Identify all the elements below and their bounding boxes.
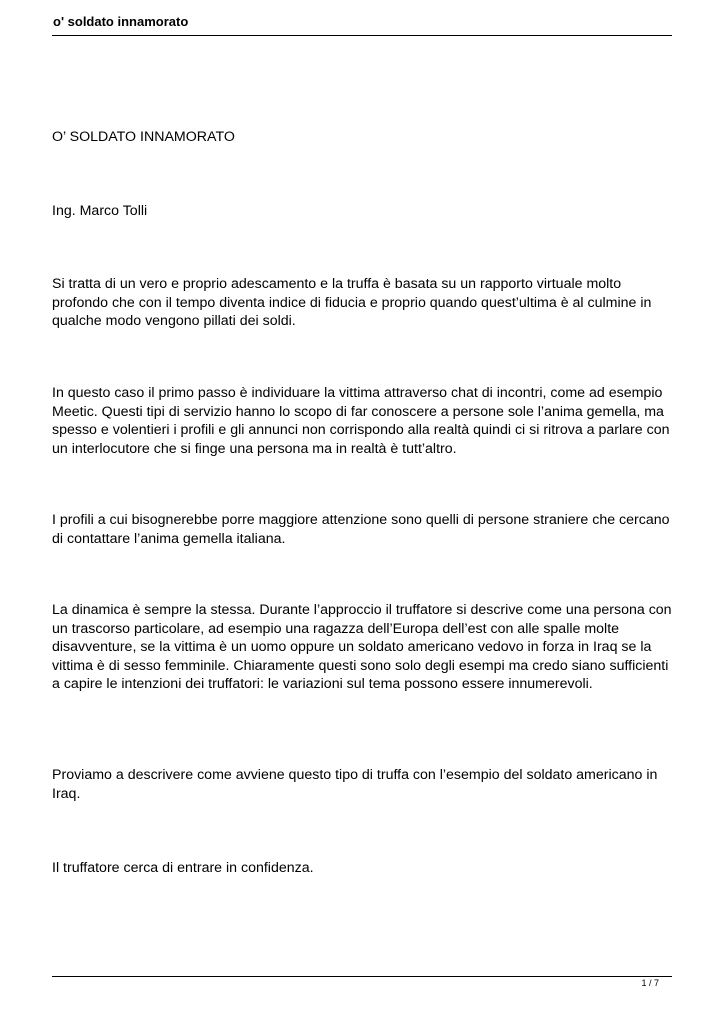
paragraph: Proviamo a descrivere come avviene questo tipo di truffa con l’esempio del soldato americano in Iraq. xyxy=(52,767,658,802)
paragraph: Il truffatore cerca di entrare in confidenza. xyxy=(52,860,314,876)
page-header-title: o' soldato innamorato xyxy=(53,14,189,29)
page-number: 1 / 7 xyxy=(641,978,659,988)
paragraph: Si tratta di un vero e proprio adescamento e la truffa è basata su un rapporto virtuale molto profondo che con il tempo diventa indice di fiducia e proprio quando quest’ultima è al culmine in qualche modo vengono pillati dei soldi. xyxy=(52,276,652,329)
footer-divider xyxy=(52,976,672,977)
document-author: Ing. Marco Tolli xyxy=(52,203,148,219)
paragraph: I profili a cui bisognerebbe porre maggiore attenzione sono quelli di persone straniere che cercano di contattare l’anima gemella italiana. xyxy=(52,512,670,547)
paragraph: In questo caso il primo passo è individuare la vittima attraverso chat di incontri, come ad esempio Meetic. Questi tipi di servizio hanno lo scopo di far conoscere a persone sole l’anima gemella, ma spesso e volentieri i profili e gli annunci non corrispondo alla realtà quindi ci si ritrova a parlare con un interlocutore che si finge una persona ma in realtà è tutt’altro. xyxy=(52,385,670,457)
header-divider xyxy=(52,35,672,36)
paragraph: La dinamica è sempre la stessa. Durante l’approccio il truffatore si descrive come una persona con un trascorso particolare, ad esempio una ragazza dell’Europa dell’est con alle spalle molte disavventure, se la vittima è un uomo oppure un soldato americano vedovo in forza in Iraq se la vittima è di sesso femminile. Chiaramente questi sono solo degli esempi ma credo siano sufficienti a capire le intenzioni dei truffatori: le variazioni sul tema possono essere innumerevoli. xyxy=(52,602,672,692)
document-title: O’ SOLDATO INNAMORATO xyxy=(52,129,235,145)
